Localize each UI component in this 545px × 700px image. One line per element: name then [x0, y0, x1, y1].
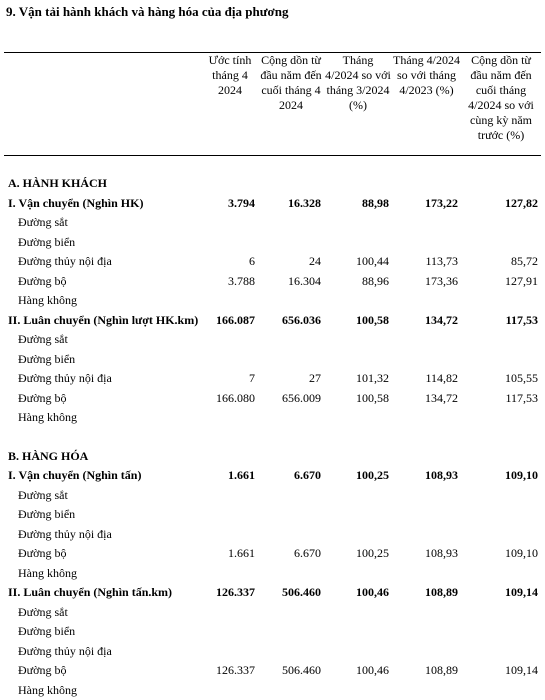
mode-row-label: Hàng không [4, 564, 202, 584]
mode-row-value [392, 564, 461, 584]
mode-row-label: Hàng không [4, 291, 202, 311]
category-row [4, 466, 541, 486]
mode-row-label: Đường sắt [4, 213, 202, 233]
section-heading-value [324, 174, 392, 194]
mode-row-value [392, 505, 461, 525]
mode-row-value [202, 505, 258, 525]
category-row-value: 117,53 [461, 311, 541, 331]
category-row-value: 173,22 [392, 194, 461, 214]
mode-row-value [461, 213, 541, 233]
mode-row-value [202, 486, 258, 506]
mode-row-value [392, 233, 461, 253]
mode-row-value: 109,14 [461, 661, 541, 681]
mode-row-value [392, 330, 461, 350]
mode-row-value: 109,10 [461, 544, 541, 564]
mode-row [4, 661, 541, 681]
section-heading-value [392, 447, 461, 467]
mode-row-value [392, 408, 461, 428]
section-heading-value [258, 174, 324, 194]
mode-row-value [202, 564, 258, 584]
mode-row-label: Đường thủy nội địa [4, 252, 202, 272]
mode-row-value [258, 486, 324, 506]
mode-row-label: Đường biển [4, 622, 202, 642]
mode-row [4, 291, 541, 311]
mode-row-value [258, 525, 324, 545]
mode-row-label: Đường sắt [4, 486, 202, 506]
mode-row-value: 88,96 [324, 272, 392, 292]
header-cumulative: Cộng dồn từ đầu năm đến cuối tháng 4 2024 [258, 50, 324, 155]
mode-row [4, 408, 541, 428]
mode-row-value [258, 330, 324, 350]
mode-row-value [324, 213, 392, 233]
mode-row-label: Đường bộ [4, 389, 202, 409]
mode-row-value [324, 291, 392, 311]
header-label-column [4, 50, 202, 155]
mode-row-value [461, 408, 541, 428]
mode-row-value: 101,32 [324, 369, 392, 389]
mode-row-value: 1.661 [202, 544, 258, 564]
mode-row-label: Hàng không [4, 408, 202, 428]
mode-row [4, 213, 541, 233]
mode-row-value [258, 505, 324, 525]
category-row-value: 108,93 [392, 466, 461, 486]
mode-row-value: 16.304 [258, 272, 324, 292]
mode-row-value [324, 486, 392, 506]
category-row-value: 656.036 [258, 311, 324, 331]
category-row-value: 109,10 [461, 466, 541, 486]
mode-row-value [258, 681, 324, 700]
section-heading-value [202, 174, 258, 194]
mode-row-value: 7 [202, 369, 258, 389]
mode-row-label: Đường bộ [4, 544, 202, 564]
mode-row-value: 173,36 [392, 272, 461, 292]
mode-row-value: 100,44 [324, 252, 392, 272]
mode-row [4, 642, 541, 662]
mode-row-value [202, 350, 258, 370]
mode-row-label: Đường bộ [4, 272, 202, 292]
mode-row-value [392, 486, 461, 506]
mode-row-value [461, 564, 541, 584]
header-vs-march: Tháng 4/2024 so với tháng 3/2024 (%) [324, 50, 392, 155]
mode-row-value [258, 603, 324, 623]
mode-row-value [461, 486, 541, 506]
mode-row-value [202, 233, 258, 253]
mode-row [4, 233, 541, 253]
mode-row-value [202, 213, 258, 233]
mode-row [4, 350, 541, 370]
mode-row-value [461, 350, 541, 370]
mode-row-value [324, 642, 392, 662]
mode-row-value [461, 525, 541, 545]
mode-row-value [258, 622, 324, 642]
section-heading-label: A. HÀNH KHÁCH [4, 174, 202, 194]
mode-row-value [461, 603, 541, 623]
category-row-value: 126.337 [202, 583, 258, 603]
section-heading-value [202, 447, 258, 467]
mode-row-value [461, 291, 541, 311]
mode-row-value: 85,72 [461, 252, 541, 272]
mode-row-value: 6.670 [258, 544, 324, 564]
mode-row-value [461, 330, 541, 350]
mode-row-value [258, 291, 324, 311]
mode-row-value [202, 525, 258, 545]
mode-row-value [258, 213, 324, 233]
mode-row-label: Đường sắt [4, 603, 202, 623]
mode-row-value [324, 330, 392, 350]
category-row-label: II. Luân chuyển (Nghìn lượt HK.km) [4, 311, 202, 331]
mode-row-value: 113,73 [392, 252, 461, 272]
mode-row [4, 272, 541, 292]
table-header [4, 50, 541, 155]
mode-row-value [324, 505, 392, 525]
mode-row-value [324, 233, 392, 253]
mode-row-value: 3.788 [202, 272, 258, 292]
mode-row-value: 127,91 [461, 272, 541, 292]
mode-row-label: Đường biển [4, 233, 202, 253]
category-row-label: I. Vận chuyển (Nghìn tấn) [4, 466, 202, 486]
mode-row-value [202, 622, 258, 642]
mode-row-value: 108,89 [392, 661, 461, 681]
mode-row-value [258, 408, 324, 428]
section-heading-value [461, 447, 541, 467]
transport-table [4, 50, 541, 700]
mode-row-value: 134,72 [392, 389, 461, 409]
mode-row-value [324, 622, 392, 642]
mode-row-value [461, 622, 541, 642]
category-row-label: I. Vận chuyển (Nghìn HK) [4, 194, 202, 214]
mode-row-value [392, 213, 461, 233]
mode-row-label: Đường thủy nội địa [4, 369, 202, 389]
mode-row [4, 564, 541, 584]
category-row-value: 506.460 [258, 583, 324, 603]
mode-row-value [324, 408, 392, 428]
spacer-row [4, 428, 541, 447]
category-row-value: 109,14 [461, 583, 541, 603]
mode-row-value [461, 642, 541, 662]
category-row-value: 134,72 [392, 311, 461, 331]
mode-row [4, 525, 541, 545]
mode-row [4, 505, 541, 525]
mode-row-value: 100,58 [324, 389, 392, 409]
mode-row [4, 486, 541, 506]
section-heading [4, 447, 541, 467]
mode-row-value [202, 330, 258, 350]
mode-row-value [324, 681, 392, 700]
header-estimate-april: Ước tính tháng 4 2024 [202, 50, 258, 155]
section-heading-label: B. HÀNG HÓA [4, 447, 202, 467]
section-heading-value [461, 174, 541, 194]
category-row-value: 3.794 [202, 194, 258, 214]
mode-row-value: 100,25 [324, 544, 392, 564]
category-row [4, 583, 541, 603]
mode-row-label: Hàng không [4, 681, 202, 700]
mode-row-value [324, 350, 392, 370]
category-row-value: 16.328 [258, 194, 324, 214]
mode-row-value [324, 603, 392, 623]
section-heading-value [258, 447, 324, 467]
mode-row-value [202, 642, 258, 662]
category-row-value: 100,25 [324, 466, 392, 486]
mode-row-value: 6 [202, 252, 258, 272]
category-row-value: 100,58 [324, 311, 392, 331]
mode-row-value: 27 [258, 369, 324, 389]
mode-row-label: Đường thủy nội địa [4, 525, 202, 545]
category-row-value: 6.670 [258, 466, 324, 486]
mode-row-value [392, 603, 461, 623]
mode-row-value [461, 505, 541, 525]
mode-row-value: 126.337 [202, 661, 258, 681]
mode-row [4, 544, 541, 564]
spacer-row [4, 155, 541, 174]
category-row-label: II. Luân chuyển (Nghìn tấn.km) [4, 583, 202, 603]
mode-row-value [258, 350, 324, 370]
mode-row-label: Đường thủy nội địa [4, 642, 202, 662]
mode-row-value [258, 233, 324, 253]
mode-row-value [258, 642, 324, 662]
mode-row [4, 389, 541, 409]
category-row [4, 311, 541, 331]
mode-row [4, 603, 541, 623]
mode-row-value [258, 564, 324, 584]
mode-row-value [324, 525, 392, 545]
section-heading-value [324, 447, 392, 467]
mode-row-value [392, 525, 461, 545]
category-row-value: 127,82 [461, 194, 541, 214]
page-title: 9. Vận tải hành khách và hàng hóa của địa phương [6, 4, 288, 20]
category-row-value: 108,89 [392, 583, 461, 603]
mode-row-value [461, 681, 541, 700]
mode-row [4, 330, 541, 350]
mode-row-value: 114,82 [392, 369, 461, 389]
mode-row-label: Đường sắt [4, 330, 202, 350]
mode-row-value [202, 408, 258, 428]
mode-row-value: 108,93 [392, 544, 461, 564]
mode-row-value: 506.460 [258, 661, 324, 681]
section-heading-value [392, 174, 461, 194]
mode-row-value: 24 [258, 252, 324, 272]
mode-row-value [461, 233, 541, 253]
mode-row-value: 100,46 [324, 661, 392, 681]
mode-row-label: Đường biển [4, 505, 202, 525]
mode-row-value [392, 350, 461, 370]
mode-row-value [392, 622, 461, 642]
mode-row-value [202, 291, 258, 311]
category-row-value: 166.087 [202, 311, 258, 331]
header-cumulative-vs-prior-year: Cộng dồn từ đầu năm đến cuối tháng 4/2024 so với cùng kỳ năm trước (%) [461, 50, 541, 155]
mode-row-value [324, 564, 392, 584]
mode-row-value [202, 603, 258, 623]
table-body [4, 155, 541, 700]
mode-row-value: 105,55 [461, 369, 541, 389]
mode-row [4, 681, 541, 700]
mode-row-value: 117,53 [461, 389, 541, 409]
mode-row-label: Đường bộ [4, 661, 202, 681]
mode-row [4, 252, 541, 272]
mode-row-label: Đường biển [4, 350, 202, 370]
mode-row-value [392, 291, 461, 311]
category-row-value: 1.661 [202, 466, 258, 486]
mode-row [4, 622, 541, 642]
section-heading [4, 174, 541, 194]
category-row-value: 100,46 [324, 583, 392, 603]
category-row [4, 194, 541, 214]
mode-row-value [202, 681, 258, 700]
mode-row [4, 369, 541, 389]
mode-row-value [392, 642, 461, 662]
header-vs-april-2023: Tháng 4/2024 so với tháng 4/2023 (%) [392, 50, 461, 155]
mode-row-value: 656.009 [258, 389, 324, 409]
mode-row-value [392, 681, 461, 700]
mode-row-value: 166.080 [202, 389, 258, 409]
category-row-value: 88,98 [324, 194, 392, 214]
